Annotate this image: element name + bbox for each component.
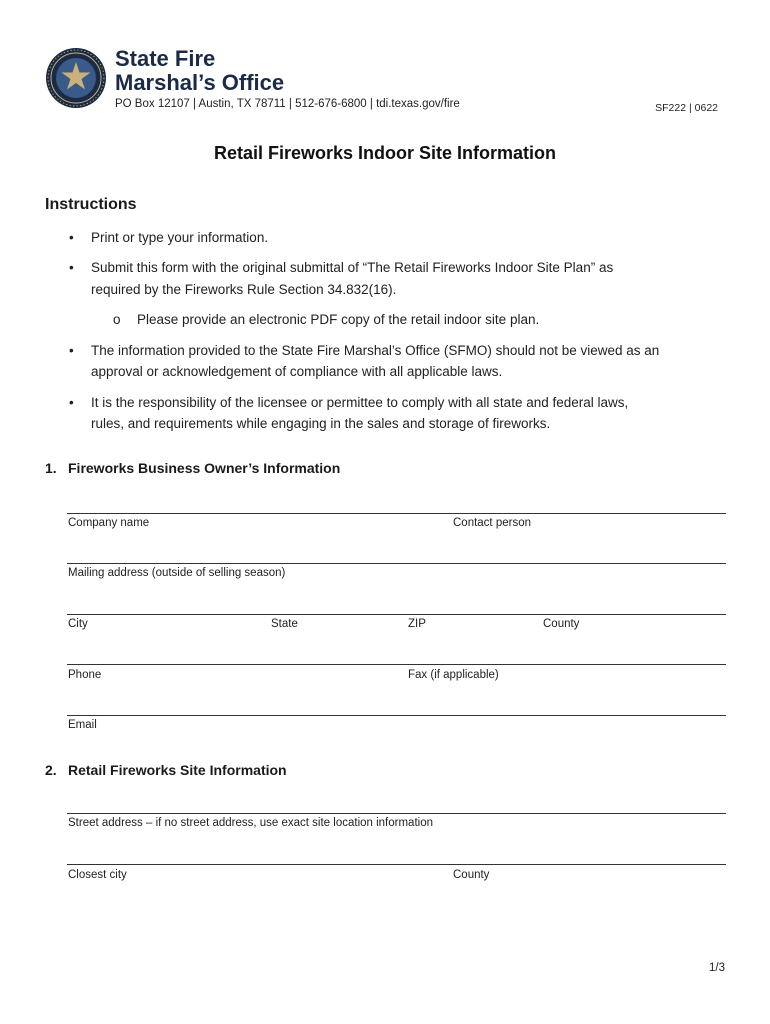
section1-title: Fireworks Business Owner’s Information	[68, 460, 341, 476]
street-address-label: Street address – if no street address, use exact site location information	[68, 817, 433, 829]
section2-title: Retail Fireworks Site Information	[68, 762, 287, 778]
instruction-item: • Submit this form with the original submittal of “The Retail Fireworks Indoor Site Plan” as	[91, 257, 613, 278]
mailing-address-field[interactable]	[67, 563, 726, 564]
bullet-icon: •	[69, 230, 74, 245]
instruction-item-continuation: rules, and requirements while engaging in the sales and storage of fireworks.	[91, 416, 551, 431]
texas-seal-icon	[45, 47, 107, 109]
instructions-heading: Instructions	[45, 196, 137, 213]
city-label: City	[68, 618, 88, 630]
zip-label: ZIP	[408, 618, 426, 630]
state-label: State	[271, 618, 298, 630]
closest-city-field[interactable]	[67, 864, 726, 865]
company-name-label: Company name	[68, 517, 150, 529]
org-name-line1: State Fire	[115, 46, 216, 71]
bullet-icon: •	[69, 343, 74, 358]
form-code: SF222 | 0622	[655, 102, 718, 114]
instruction-item: • It is the responsibility of the licensee or permittee to comply with all state and federal laws,	[91, 392, 628, 413]
mailing-address-label: Mailing address (outside of selling season)	[68, 567, 286, 579]
instruction-item: • Print or type your information.	[91, 227, 268, 248]
company-name-field[interactable]	[67, 513, 726, 514]
bullet-icon: •	[69, 395, 74, 410]
org-name-line2: Marshal’s Office	[115, 70, 285, 95]
instruction-item-continuation: approval or acknowledgement of compliance with all applicable laws.	[91, 364, 503, 379]
sub-bullet-icon: o	[113, 312, 121, 327]
instruction-item-continuation: required by the Fireworks Rule Section 34.832(16).	[91, 282, 397, 297]
section2-number: 2.	[45, 762, 57, 778]
phone-label: Phone	[68, 669, 102, 681]
email-field[interactable]	[67, 715, 726, 716]
section1-heading	[45, 460, 340, 476]
section1-number: 1.	[45, 460, 57, 476]
page-title: Retail Fireworks Indoor Site Information	[213, 143, 557, 163]
site-county-label: County	[453, 869, 490, 881]
org-contact: PO Box 12107 | Austin, TX 78711 | 512-676-6800 | tdi.texas.gov/fire	[115, 98, 460, 110]
closest-city-label: Closest city	[68, 869, 127, 881]
page-number: 1/3	[709, 962, 725, 974]
contact-person-label: Contact person	[453, 517, 531, 529]
instruction-subitem: o Please provide an electronic PDF copy of the retail indoor site plan.	[137, 309, 539, 330]
bullet-icon: •	[69, 260, 74, 275]
county-label: County	[543, 618, 580, 630]
email-label: Email	[68, 719, 97, 731]
fax-label: Fax (if applicable)	[408, 669, 499, 681]
city-state-zip-field[interactable]	[67, 614, 726, 615]
section2-heading	[45, 762, 287, 778]
org-name	[115, 47, 284, 95]
instruction-item: • The information provided to the State Fire Marshal’s Office (SFMO) should not be viewed as an	[91, 340, 659, 361]
street-address-field[interactable]	[67, 813, 726, 814]
phone-field[interactable]	[67, 664, 726, 665]
